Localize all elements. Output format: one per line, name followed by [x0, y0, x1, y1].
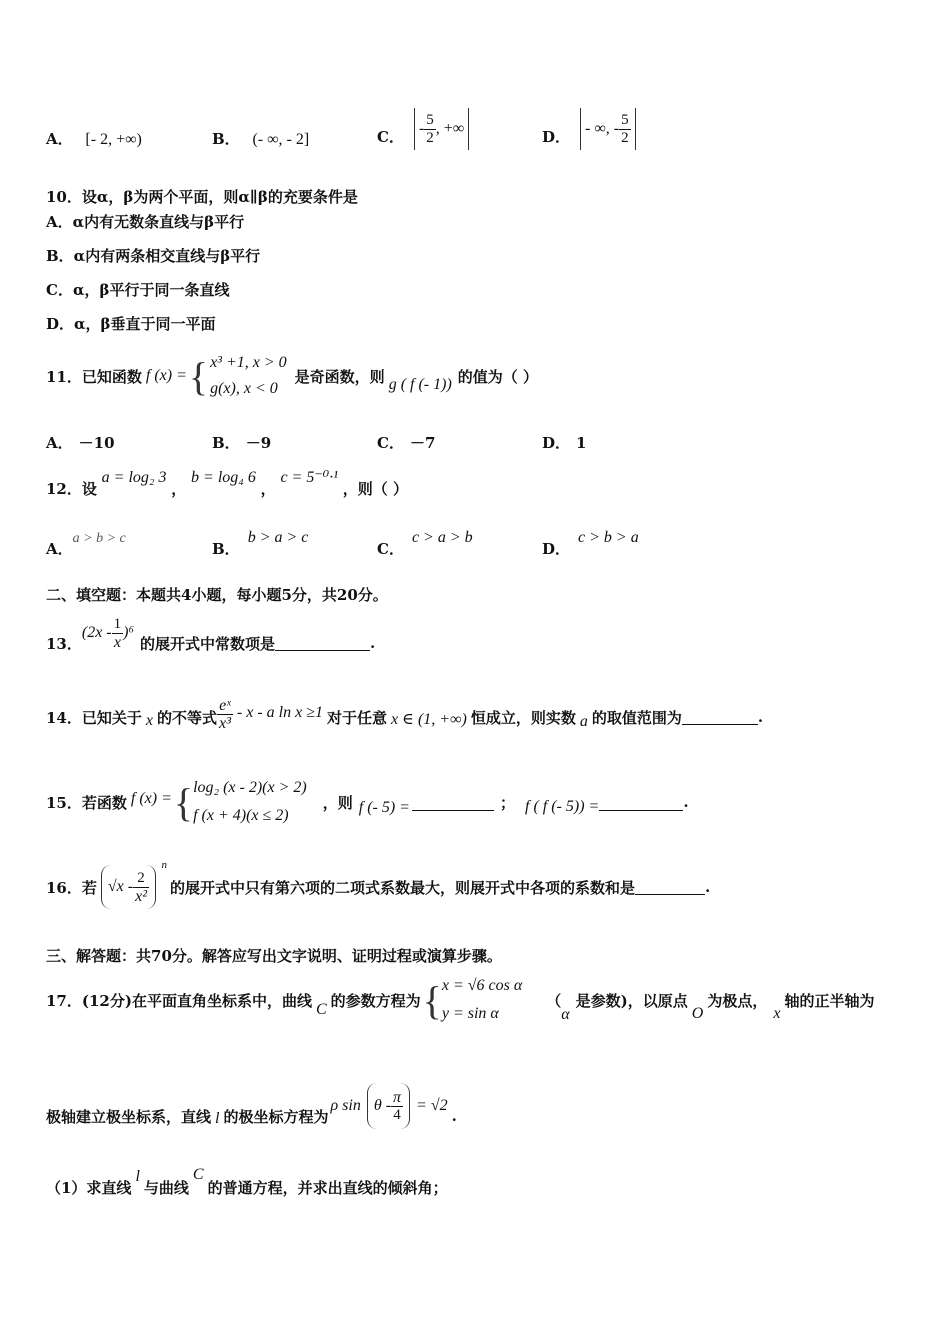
brace: {: [188, 353, 209, 399]
numerator: eˣ: [217, 697, 233, 715]
q10-option-a: A．α内有无数条直线与β平行: [46, 213, 245, 231]
fraction: [133, 870, 149, 905]
part-text: 的普通方程，并求出直线的倾斜角；: [207, 1178, 448, 1197]
axis-x: x: [773, 1005, 781, 1022]
question-number: 15．若函数: [46, 793, 127, 812]
line-l: l: [215, 1110, 220, 1127]
q11-option-d: [542, 432, 586, 453]
inequality: - x - a ln x ≥1: [236, 704, 323, 721]
q12-stem: 12．设 a = log₂ 3 ， b = log₄ 6 ， c = 5⁻⁰·¹ ，则（ ）: [46, 469, 409, 498]
polar-pre: ρ sin: [330, 1097, 361, 1114]
q10-option-d: D．α，β垂直于同一平面: [46, 315, 216, 333]
expr-post: , +∞: [435, 120, 465, 137]
numerator: 1: [113, 615, 122, 632]
q11-option-c: [377, 432, 435, 453]
def-a: a = log₂ 3: [101, 469, 167, 486]
answer-blank-1[interactable]: [412, 809, 494, 811]
param-alpha: α: [561, 1006, 570, 1023]
denominator: x²: [135, 887, 147, 905]
question-number: 13．: [46, 634, 82, 653]
question-number: 11．已知函数: [46, 367, 142, 386]
stem-end: .: [683, 793, 689, 811]
option-text: c > b > a: [578, 529, 639, 546]
option-text: c > a > b: [411, 529, 473, 546]
numerator: 2: [133, 870, 149, 888]
function-name: f (x) =: [145, 367, 187, 384]
stem-end: .: [451, 1107, 457, 1125]
q10-stem: 10．设α，β为两个平面，则α∥β的充要条件是: [46, 188, 358, 206]
range: x ∈ (1, +∞): [391, 711, 467, 728]
def-c: c = 5⁻⁰·¹: [280, 469, 338, 486]
q17-part1: [46, 1160, 448, 1200]
case-2: g(x), x < 0: [210, 380, 278, 397]
denominator: 4: [393, 1106, 401, 1123]
stem-text: 的展开式中常数项是: [140, 634, 276, 653]
stem-end: .: [370, 634, 376, 652]
stem-text: 的不等式: [156, 708, 217, 727]
expr-pre: - ∞, -: [585, 120, 620, 137]
option-label: D．: [542, 434, 571, 452]
q12-option-d: [542, 526, 639, 558]
fraction: [112, 616, 124, 651]
equation-y: y = sin α: [441, 1005, 499, 1022]
option-label: A．: [46, 540, 73, 558]
curve-c: C: [315, 1001, 327, 1018]
exponent: n: [161, 859, 167, 871]
polar-post: = √2: [416, 1097, 448, 1114]
q11-option-b: [212, 432, 271, 453]
function-name: f (x) =: [130, 790, 172, 807]
expression: g ( f (- 1)): [388, 376, 452, 393]
option-label: A．: [46, 434, 73, 452]
numerator: 5: [621, 111, 629, 128]
stem-text: 的极坐标方程为: [223, 1107, 329, 1126]
q12-option-a: [46, 526, 126, 558]
expression-2: f ( f (- 5)) =: [525, 798, 600, 815]
def-b: b = log₄ 6: [191, 469, 256, 486]
expr-post: )⁶: [123, 624, 135, 641]
answer-blank[interactable]: [275, 649, 370, 651]
answer-blank[interactable]: [635, 893, 705, 895]
case-2: f (x + 4)(x ≤ 2): [193, 807, 289, 824]
q13-stem: [46, 610, 375, 656]
brace: {: [422, 977, 442, 1023]
option-label: D．: [542, 127, 571, 146]
question-number: 17．(12分)在平面直角坐标系中，曲线: [46, 991, 312, 1010]
option-label: B．: [212, 130, 240, 148]
q10-option-c: C．α，β平行于同一条直线: [46, 281, 230, 299]
numerator: 5: [426, 111, 434, 128]
var-a: a: [579, 713, 588, 730]
equation-x: x = √6 cos α: [441, 977, 523, 994]
option-expr: [- 2, +∞): [85, 131, 142, 148]
denominator: x: [113, 633, 121, 651]
sqrt-term: √x -: [107, 878, 134, 895]
q9-option-d: [542, 106, 636, 152]
expr-pre: -: [418, 120, 425, 137]
q12-option-b: [212, 526, 309, 558]
question-number: 16．若: [46, 878, 97, 897]
origin-o: O: [691, 1005, 704, 1022]
denominator: x³: [219, 714, 231, 732]
stem-end: .: [757, 708, 764, 726]
var-x: x: [145, 712, 153, 729]
q12-option-c: [377, 526, 473, 558]
question-number: 12．设: [46, 480, 97, 498]
piecewise: [210, 350, 287, 402]
stem-tail: 的取值范围为: [591, 708, 682, 727]
option-text: b > a > c: [247, 529, 309, 546]
numerator: π: [393, 1088, 402, 1106]
denominator: 2: [621, 129, 629, 146]
stem-tail: 的值为（ ）: [457, 367, 539, 386]
q15-stem: [46, 772, 689, 832]
stem-text: 的参数方程为: [330, 991, 421, 1010]
option-text: 1: [576, 434, 587, 452]
option-text: a > b > c: [72, 531, 126, 546]
binomial-paren: [101, 859, 167, 909]
stem-text: 是参数)，以原点: [575, 991, 688, 1010]
q10-option-b: B．α内有两条相交直线与β平行: [46, 247, 261, 265]
stem-end: .: [705, 878, 711, 896]
fraction: [391, 1089, 403, 1124]
q11-stem: [46, 346, 538, 406]
piecewise: [193, 774, 307, 830]
section-2-heading: 二、填空题：本题共4小题，每小题5分，共20分。: [46, 586, 388, 604]
stem-text: 为极点，: [707, 991, 768, 1010]
case-1: x³ +1, x > 0: [210, 354, 287, 371]
fraction: [217, 697, 233, 732]
expression-1: f (- 5) =: [358, 799, 410, 816]
stem-text: ，则: [322, 793, 353, 812]
q17-stem-line1: [46, 970, 874, 1030]
q9-option-b: [212, 128, 309, 149]
section-3-heading: 三、解答题：共70分。解答应写出文字说明、证明过程或演算步骤。: [46, 947, 502, 965]
option-label: D．: [542, 540, 571, 558]
paren: （: [546, 991, 562, 1010]
case-1: log₂ (x - 2)(x > 2): [193, 779, 307, 796]
polar-paren: [367, 1083, 410, 1129]
denominator: 2: [426, 129, 434, 146]
stem-text: 对于任意: [327, 708, 388, 727]
stem-text: 极轴建立极坐标系，直线: [46, 1107, 212, 1126]
q9-option-a: [46, 128, 142, 149]
stem-text: 是奇函数，则: [294, 367, 385, 386]
q9-option-c: [377, 106, 469, 152]
interval-bracket: [414, 108, 469, 150]
answer-blank[interactable]: [682, 723, 758, 725]
option-expr: (- ∞, - 2]: [252, 131, 310, 148]
q14-stem: [46, 692, 763, 742]
parametric-system: [442, 972, 522, 1028]
stem-text: 恒成立，则实数: [470, 708, 576, 727]
fraction: [619, 112, 631, 147]
stem-tail: ，则（ ）: [342, 480, 409, 498]
interval-bracket: [580, 108, 636, 150]
q11-option-a: [46, 432, 115, 453]
option-text: －7: [409, 434, 436, 452]
brace: {: [173, 779, 194, 825]
stem-text: 的展开式中只有第六项的二项式系数最大，则展开式中各项的系数和是: [170, 878, 636, 897]
option-label: B．: [212, 540, 240, 558]
fraction: [424, 112, 436, 147]
part-text: （1）求直线: [46, 1178, 132, 1197]
theta-term: θ -: [373, 1097, 392, 1114]
q16-stem: [46, 859, 711, 912]
part-text: 与曲线: [143, 1178, 189, 1197]
curve-c: C: [192, 1166, 204, 1183]
stem-text: 轴的正半轴为: [784, 991, 875, 1010]
option-label: C．: [377, 127, 404, 146]
option-label: C．: [377, 434, 404, 452]
option-label: B．: [212, 434, 240, 452]
option-text: －9: [245, 434, 272, 452]
answer-blank-2[interactable]: [599, 809, 683, 811]
q17-stem-line2: [46, 1080, 457, 1132]
separator: ；: [499, 793, 515, 812]
option-label: A．: [46, 130, 73, 148]
option-text: －10: [78, 434, 115, 452]
option-label: C．: [377, 540, 404, 558]
expr-pre: (2x -: [81, 624, 112, 641]
question-number: 14．已知关于: [46, 708, 142, 727]
line-l: l: [135, 1168, 140, 1185]
